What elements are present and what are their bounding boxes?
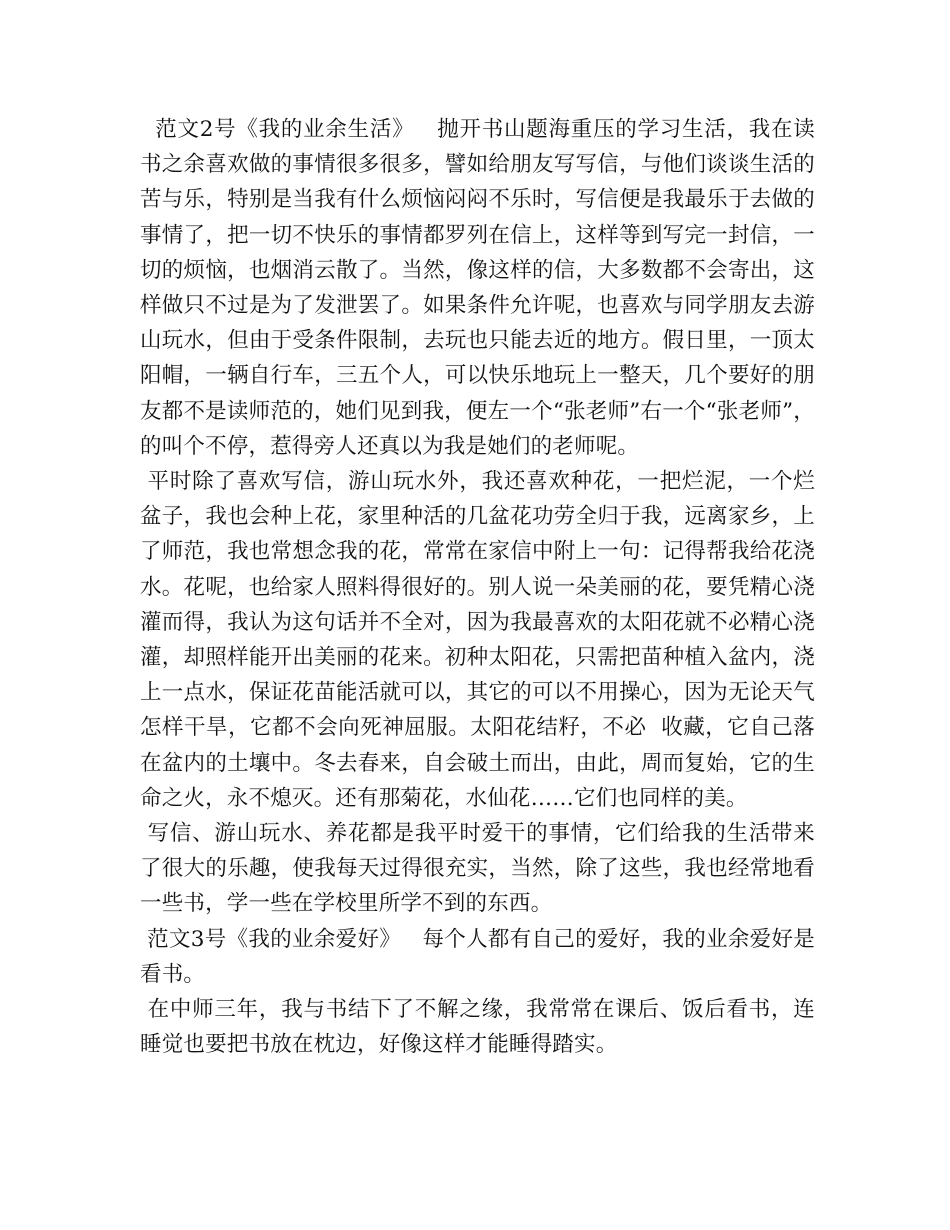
paragraph-essay-2: 范文2号《我的业余生活》 抛开书山题海重压的学习生活，我在读书之余喜欢做的事情很多很多，譬如给朋友写写信，与他们谈谈生活的苦与乐，特别是当我有什么烦恼闷闷不乐时，写信便是我最乐于去做的事情了，把一切不快乐的事情都罗列在信上，这样等到写完一封信，一切的烦恼，也烟消云散了。当然，像这样的信，大多数都不会寄出，这样做只不过是为了发泄罢了。如果条件允许呢，也喜欢与同学朋友去游山玩水，但由于受条件限制，去玩也只能去近的地方。假日里，一顶太阳帽，一辆自行车，三五个人，可以快乐地玩上一整天，几个要好的朋友都不是读师范的，她们见到我，便左一个“张老师”右一个“张老师”，的叫个不停，惹得旁人还真以为我是她们的老师呢。 [140, 117, 815, 459]
paragraph-flowers: 平时除了喜欢写信，游山玩水外，我还喜欢种花，一把烂泥，一个烂盆子，我也会种上花，家里种活的几盆花功劳全归于我，远离家乡，上了师范，我也常想念我的花，常常在家信中附上一句：记得帮我给花浇水。花呢，也给家人照料得很好的。别人说一朵美丽的花，要凭精心浇灌而得，我认为这句话并不全对，因为我最喜欢的太阳花就不必精心浇灌，却照样能开出美丽的花来。初种太阳花，只需把苗种植入盆内，浇上一点水，保证花苗能活就可以，其它的可以不用操心，因为无论天气怎样干旱，它都不会向死神屈服。太阳花结籽，不必 收藏，它自己落在盆内的土壤中。冬去春来，自会破土而出，由此，周而复始，它的生命之火，永不熄灭。还有那菊花，水仙花……它们也同样的美。 [140, 469, 815, 811]
paragraph-essay-3: 范文3号《我的业余爱好》 每个人都有自己的爱好，我的业余爱好是看书。 [140, 926, 815, 987]
paragraph-hobbies-summary: 写信、游山玩水、养花都是我平时爱干的事情，它们给我的生活带来了很大的乐趣，使我每天过得很充实，当然，除了这些，我也经常地看一些书，学一些在学校里所学不到的东西。 [140, 821, 815, 917]
paragraph-reading: 在中师三年，我与书结下了不解之缘，我常常在课后、饭后看书，连睡觉也要把书放在枕边，好像这样才能睡得踏实。 [140, 997, 815, 1058]
document-body [140, 112, 815, 1062]
